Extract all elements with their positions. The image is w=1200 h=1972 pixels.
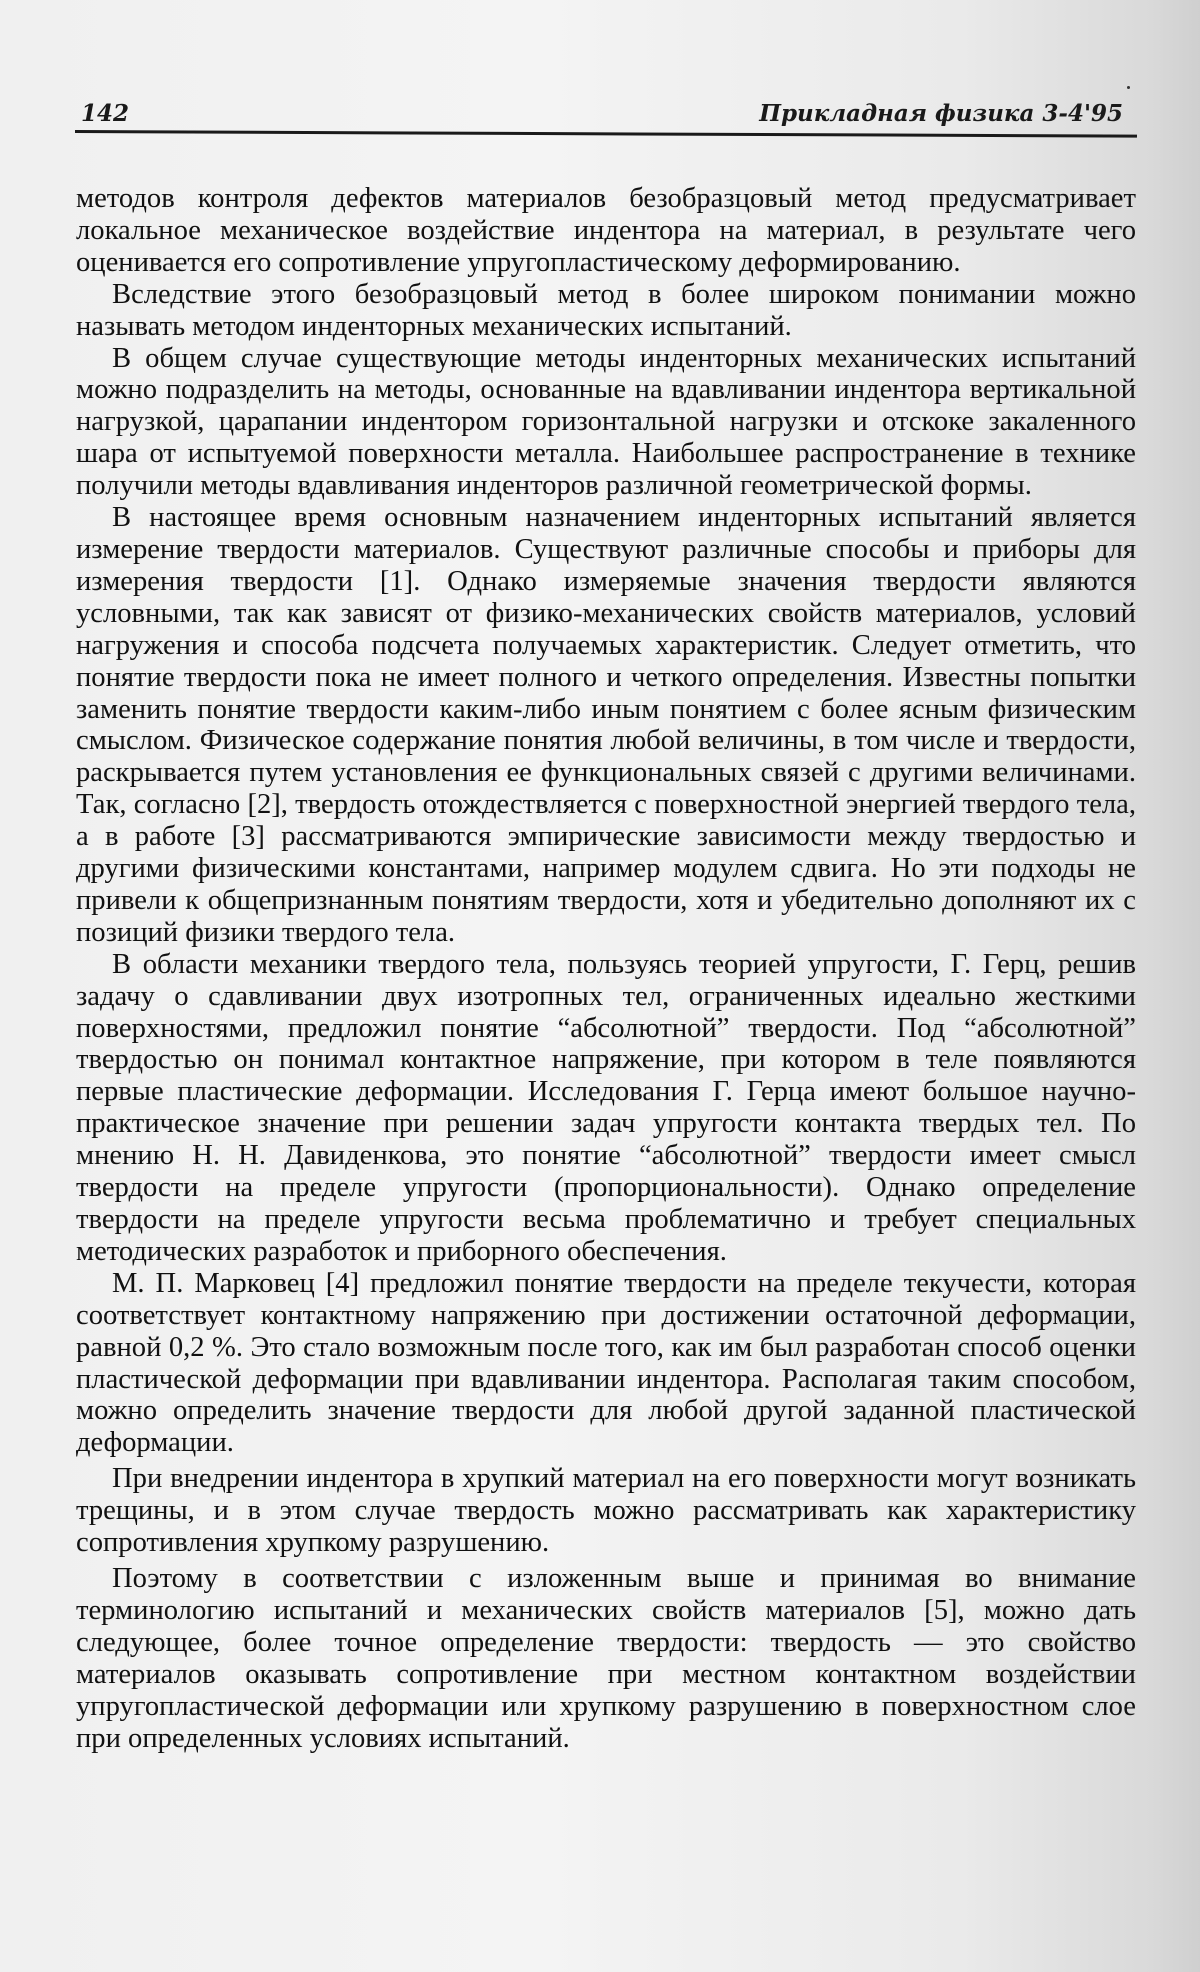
body-text	[76, 183, 1136, 1754]
paragraph-8: Поэтому в соответствии с изложенным выше и принимая во внимание терминологию испытаний и механических свойств материалов [5], можно дать следующее, более точное определение твердости: твердость — это свойство материалов оказывать сопротивление при местном контактном воздействии упругопластической деформации или хрупкому разрушению в поверхностном слое при определенных условиях испытаний.	[76, 1562, 1136, 1754]
paragraph-2: Вследствие этого безобразцовый метод в более широком понимании можно называть методом инденторных механических испытаний.	[76, 278, 1136, 342]
paragraph-4: В настоящее время основным назначением инденторных испытаний является измерение твердости материалов. Существуют различные способы и приборы для измерения твердости [1]. Однако измеряемые значения твердости являются условными, так как зависят от физико-механических свойств материалов, условий нагружения и способа подсчета получаемых характеристик. Следует отметить, что понятие твердости пока не имеет полного и четкого определения. Известны попытки заменить понятие твердости каким-либо иным понятием с более ясным физическим смыслом. Физическое содержание понятия любой величины, в том числе и твердости, раскрывается путем установления ее функциональных связей с другими величинами. Так, согласно [2], твердость отождествляется с поверхностной энергией твердого тела, а в работе [3] рассматриваются эмпирические зависимости между твердостью и другими физическими константами, например модулем сдвига. Но эти подходы не привели к общепризнанным понятиям твердости, хотя и убедительно дополняют их с позиций физики твердого тела.	[76, 502, 1136, 948]
paragraph-1: методов контроля дефектов материалов безобразцовый метод предусматривает локальное механическое воздействие индентора на материал, в результате чего оценивается его сопротивление упругопластическому деформированию.	[76, 183, 1136, 278]
page-number: 142	[81, 100, 130, 127]
journal-title: Прикладная физика 3-4'95	[759, 100, 1123, 127]
paragraph-7: При внедрении индентора в хрупкий материал на его поверхности могут возникать трещины, и в этом случае твердость можно рассматривать как характеристику сопротивления хрупкому разрушению.	[76, 1463, 1136, 1559]
paragraph-3: В общем случае существующие методы инденторных механических испытаний можно подразделить на методы, основанные на вдавливании индентора вертикальной нагрузкой, царапании индентором горизонтальной нагрузки и отскоке закаленного шара от испытуемой поверхности металла. Наибольшее распространение в технике получили методы вдавливания инденторов различной геометрической формы.	[76, 342, 1136, 502]
paragraph-5: В области механики твердого тела, пользуясь теорией упругости, Г. Герц, решив задачу о сдавливании двух изотропных тел, ограниченных идеально жесткими поверхностями, предложил понятие “абсолютной” твердости. Под “абсолютной” твердостью он понимал контактное напряжение, при котором в теле появляются первые пластические деформации. Исследования Г. Герца имеют большое научно-практическое значение при решении задач упругости контакта твердых тел. По мнению Н. Н. Давиденкова, это понятие “абсолютной” твердости имеет смысл твердости на пределе упругости (пропорциональности). Однако определение твердости на пределе упругости весьма проблематично и требует специальных методических разработок и приборного обеспечения.	[76, 948, 1136, 1267]
scan-speck	[1127, 86, 1130, 89]
paragraph-6: М. П. Марковец [4] предложил понятие твердости на пределе текучести, которая соответствует контактному напряжению при достижении остаточной деформации, равной 0,2 %. Это стало возможным после того, как им был разработан способ оценки пластической деформации при вдавливании индентора. Располагая таким способом, можно определить значение твердости для любой другой заданной пластической деформации.	[76, 1267, 1136, 1459]
